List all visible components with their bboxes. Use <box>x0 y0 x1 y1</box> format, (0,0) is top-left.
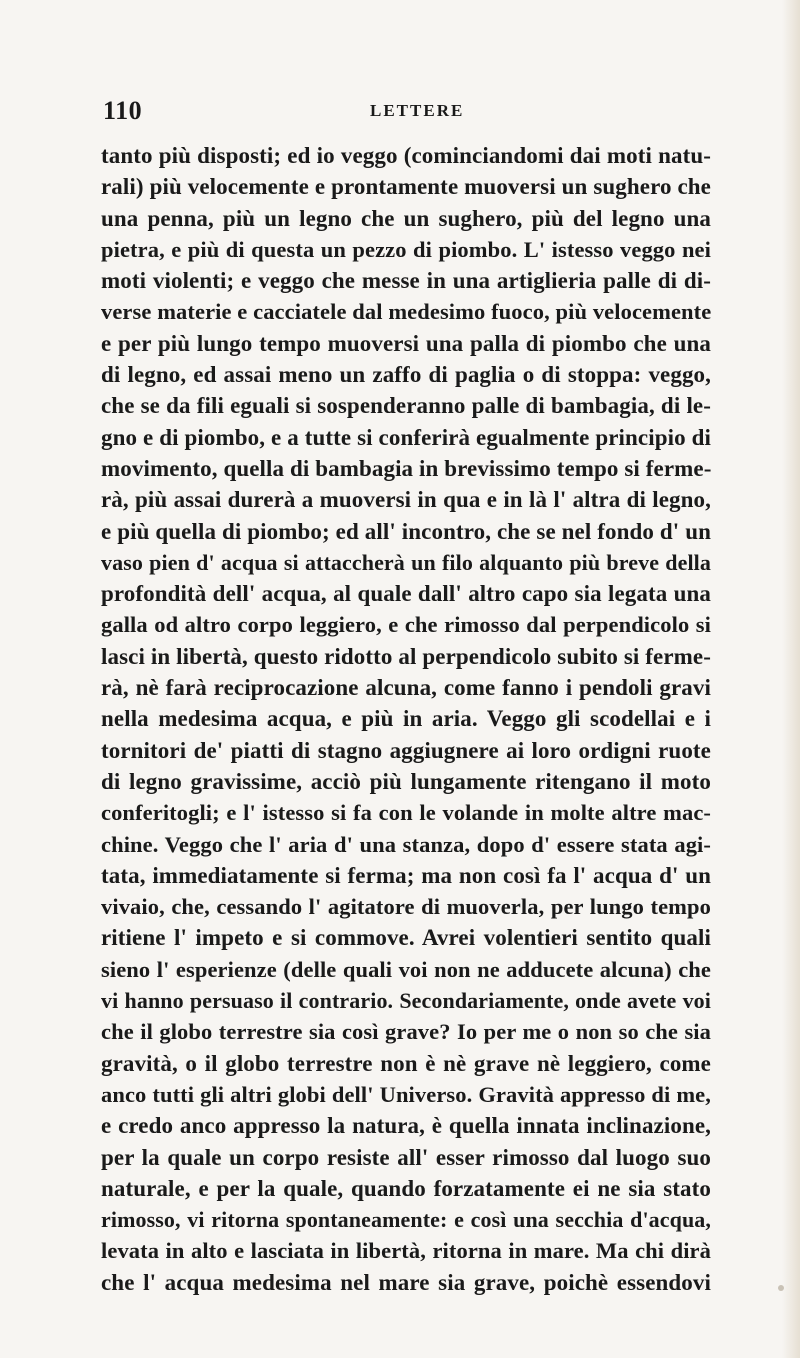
text-line: rà, nè farà reciprocazione alcuna, come fanno i pendoli gravi <box>101 675 711 701</box>
text-line: rali) più velocemente e prontamente muoversi un sughero che <box>101 174 711 200</box>
text-line: verse materie e cacciatele dal medesimo fuoco, più velocemente <box>101 299 712 325</box>
text-line: tata, immediatamente si ferma; ma non così fa l' acqua d' un <box>101 862 711 888</box>
text-line: rimosso, vi ritorna spontaneamente: e così una secchia d'acqua, <box>101 1207 711 1233</box>
text-line: che l' acqua medesima nel mare sia grave, poichè essendovi <box>101 1269 711 1295</box>
text-line: lasci in libertà, questo ridotto al perpendicolo subito si ferme- <box>101 643 711 669</box>
text-line: che il globo terrestre sia così grave? Io per me o non so che sia <box>101 1019 711 1045</box>
text-line: che se da fili eguali si sospenderanno palle di bambagia, di le- <box>101 393 711 419</box>
text-line: ritiene l' impeto e si commove. Avrei volentieri sentito quali <box>101 925 711 951</box>
text-line: tornitori de' piatti di stagno aggiugnere ai loro ordigni ruote <box>101 737 711 763</box>
text-line: e più quella di piombo; ed all' incontro, che se nel fondo d' un <box>101 518 711 544</box>
text-line: nella medesima acqua, e più in aria. Veggo gli scodellai e i <box>101 706 711 732</box>
paper-speck <box>778 1285 784 1291</box>
text-line: tanto più disposti; ed io veggo (cominciandomi dai moti natu- <box>101 143 711 168</box>
text-line: vivaio, che, cessando l' agitatore di muoverla, per lungo tempo <box>101 894 711 920</box>
text-line: di legno, ed assai meno un zaffo di paglia o di stoppa: veggo, <box>101 362 711 388</box>
text-line: vi hanno persuaso il contrario. Secondariamente, onde avete voi <box>101 988 711 1014</box>
text-line: profondità dell' acqua, al quale dall' altro capo sia legata una <box>101 581 711 607</box>
text-line: e per più lungo tempo muoversi una palla di piombo che una <box>101 330 711 356</box>
body-text <box>101 140 711 1298</box>
text-line: levata in alto e lasciata in libertà, ritorna in mare. Ma chi dirà <box>101 1238 711 1264</box>
text-line: movimento, quella di bambagia in brevissimo tempo si ferme- <box>101 455 712 481</box>
text-line: per la quale un corpo resiste all' esser rimosso dal luogo suo <box>101 1144 711 1170</box>
text-line: vaso pien d' acqua si attaccherà un filo alquanto più breve della <box>101 549 711 575</box>
text-line: chine. Veggo che l' aria d' una stanza, dopo d' essere stata agi- <box>101 831 711 857</box>
text-line: gravità, o il globo terrestre non è nè grave nè leggiero, come <box>101 1050 711 1076</box>
text-line: e credo anco appresso la natura, è quella innata inclinazione, <box>101 1113 711 1139</box>
text-line: gno e di piombo, e a tutte si conferirà egualmente principio di <box>101 424 711 450</box>
text-line: anco tutti gli altri globi dell' Universo. Gravità appresso di me, <box>101 1081 711 1107</box>
text-line: pietra, e più di questa un pezzo di piombo. L' istesso veggo nei <box>101 236 711 262</box>
text-line: moti violenti; e veggo che messe in una artiglieria palle di di- <box>101 268 711 294</box>
text-line: di legno gravissime, acciò più lungamente ritengano il moto <box>101 768 711 794</box>
text-line: conferitogli; e l' istesso si fa con le volande in molte altre mac- <box>101 800 711 826</box>
text-line: sieno l' esperienze (delle quali voi non ne adducete alcuna) che <box>101 956 711 982</box>
text-line: una penna, più un legno che un sughero, più del legno una <box>101 205 711 231</box>
running-head: LETTERE <box>370 101 465 120</box>
text-line: naturale, e per la quale, quando forzatamente ei ne sia stato <box>101 1175 711 1201</box>
page-number: 110 <box>103 96 143 125</box>
text-line: galla od altro corpo leggiero, e che rimosso dal perpendicolo si <box>101 612 711 638</box>
text-line: rà, più assai durerà a muoversi in qua e in là l' altra di legno, <box>101 487 711 513</box>
page-edge-shadow <box>782 0 800 1358</box>
